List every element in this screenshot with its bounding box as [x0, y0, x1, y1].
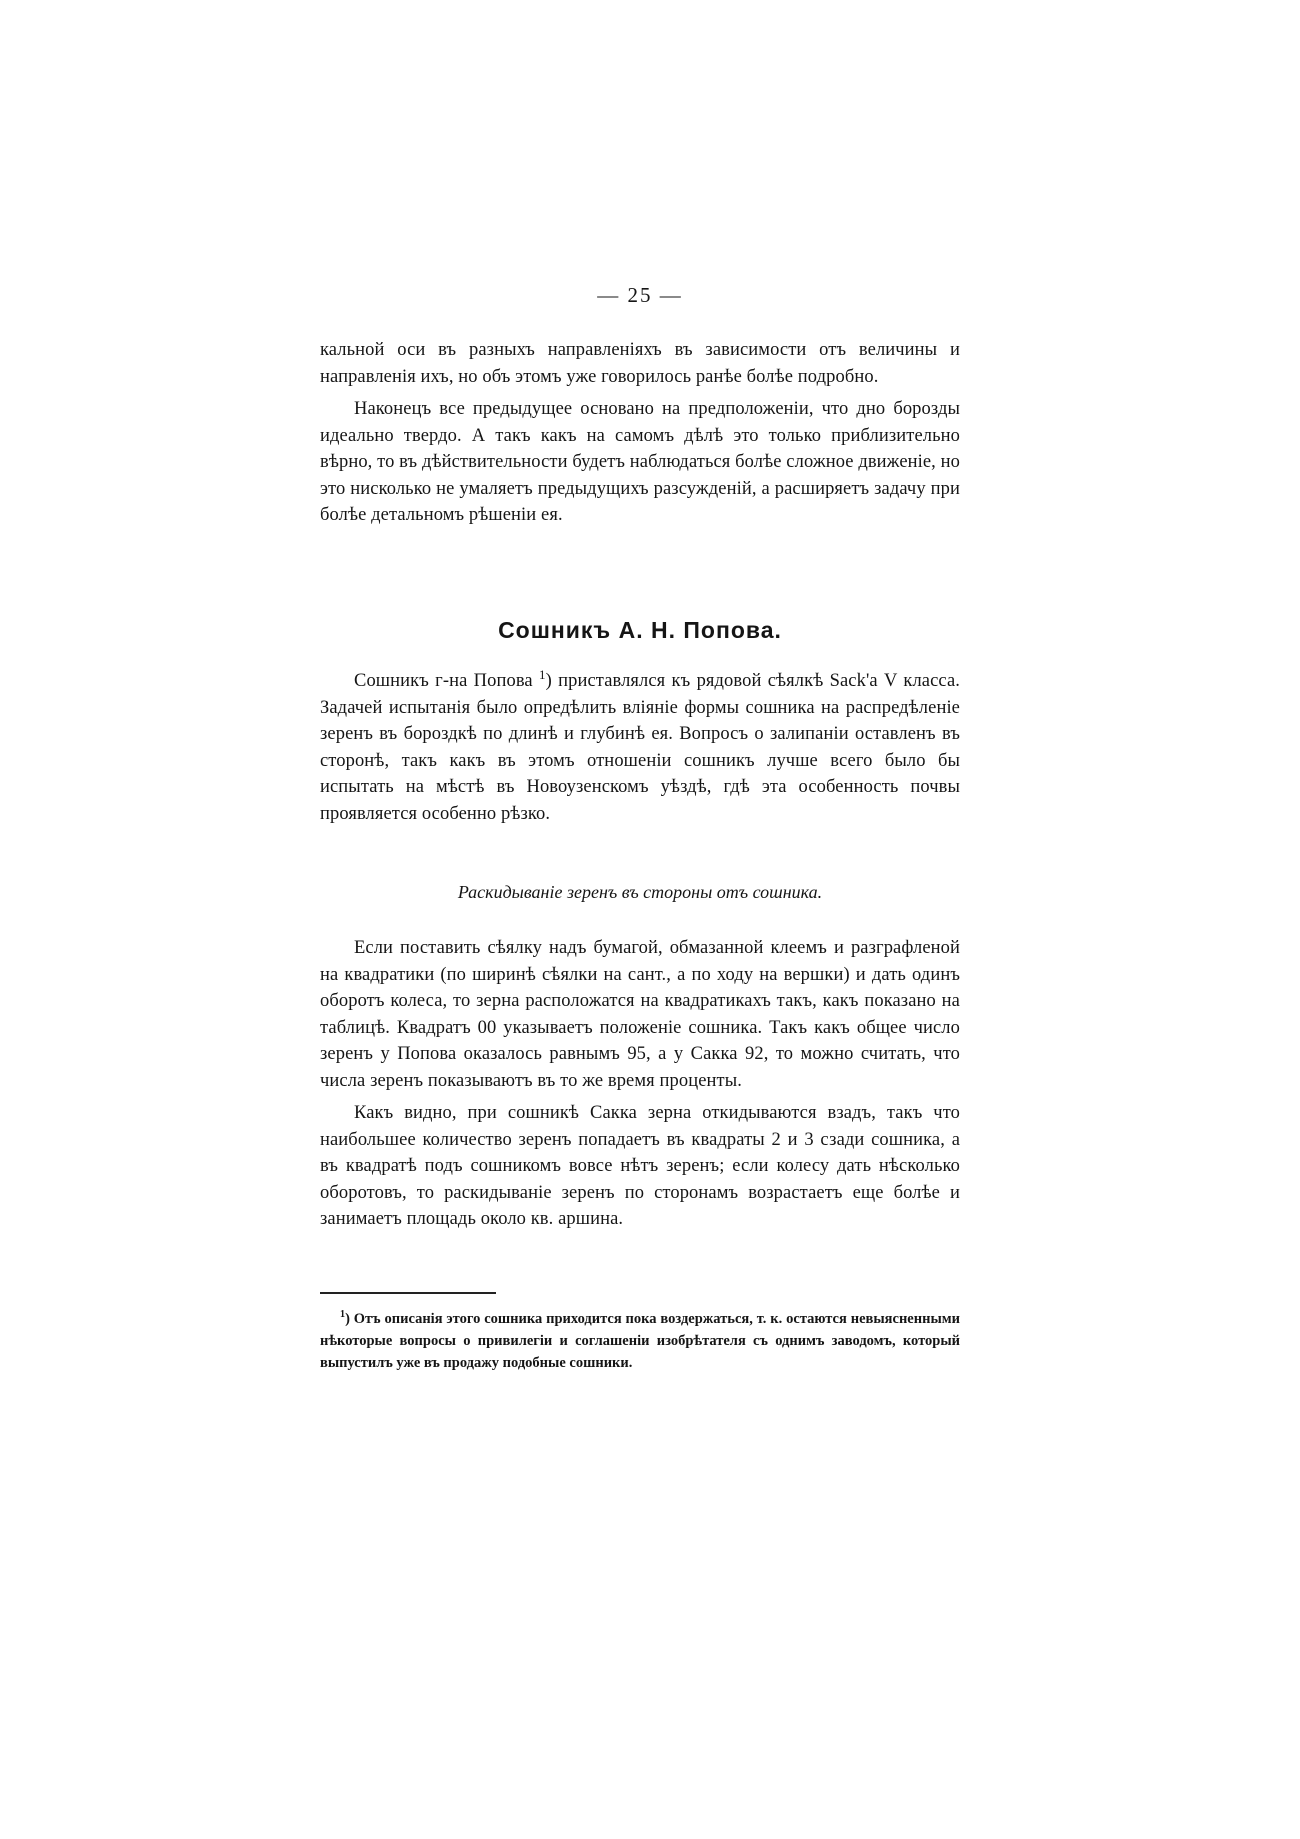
section-paragraph-rest: ) приставлялся къ рядовой сѣялкѣ Sack'а V класса. Задачей испытанія было опредѣлить вліяніе формы сошника на распредѣленіе зеренъ въ бороздкѣ по длинѣ и глубинѣ ея. Вопросъ о залипаніи оставленъ въ сторонѣ, такъ какъ въ этомъ отношеніи сошникъ лучше всего было бы испытать на мѣстѣ въ Новоузенскомъ уѣздѣ, гдѣ эта особенность почвы проявляется особенно рѣзко. — [320, 671, 960, 824]
page-number: — 25 — — [597, 283, 683, 307]
intro-paragraph-2: Наконецъ все предыдущее основано на предположеніи, что дно борозды идеально твердо. А такъ какъ на самомъ дѣлѣ это только приблизительно вѣрно, то въ дѣйствительности будетъ наблюдаться болѣе сложное движеніе, но это нисколько не умаляетъ предыдущихъ разсужденій, а расширяетъ задачу при болѣе детальномъ рѣшеніи ея. — [320, 399, 960, 525]
footnote — [320, 1308, 960, 1374]
intro-text — [320, 337, 960, 529]
footnote-divider — [320, 1292, 496, 1294]
section-paragraph-start: Сошникъ г-на Попова — [354, 671, 533, 691]
section-paragraph — [320, 668, 960, 827]
body-paragraph-2: Какъ видно, при сошникѣ Сакка зерна откидываются взадъ, такъ что наибольшее количество зеренъ попадаетъ въ квадраты 2 и 3 сзади сошника, а въ квадратѣ подъ сошникомъ вовсе нѣтъ зеренъ; если колесу дать нѣсколько оборотовъ, то раскидываніе зеренъ по сторонамъ возрастаетъ еще болѣе и занимаетъ площадь около кв. аршина. — [320, 1103, 960, 1229]
footnote-mark: 1 — [340, 1309, 346, 1321]
subsection-title: Раскидываніе зеренъ въ стороны отъ сошника. — [457, 882, 823, 902]
section-title: Сошникъ А. Н. Попова. — [498, 617, 782, 643]
footnote-text: ) Отъ описанія этого сошника приходится пока воздержаться, т. к. остаются невыясненными нѣкоторые вопросы о привилегіи и соглашеніи изобрѣтателя съ однимъ заводомъ, который выпустилъ уже въ продажу подобные сошники. — [320, 1311, 960, 1371]
intro-paragraph-1: кальной оси въ разныхъ направленіяхъ въ зависимости отъ величины и направленія ихъ, но объ этомъ уже говорилось ранѣе болѣе подробно. — [320, 340, 960, 387]
section-text — [320, 668, 960, 827]
body-text — [320, 935, 960, 1233]
body-paragraph-1: Если поставить сѣялку надъ бумагой, обмазанной клеемъ и разграфленой на квадратики (по ширинѣ сѣялки на сант., а по ходу на вершки) и дать одинъ оборотъ колеса, то зерна расположатся на квадратикахъ такъ, какъ показано на таблицѣ. Квадратъ 00 указываетъ положеніе сошника. Такъ какъ общее число зеренъ у Попова оказалось равнымъ 95, а у Сакка 92, то можно считать, что числа зеренъ показываютъ въ то же время проценты. — [320, 938, 960, 1091]
footnote-reference: 1 — [539, 666, 546, 682]
